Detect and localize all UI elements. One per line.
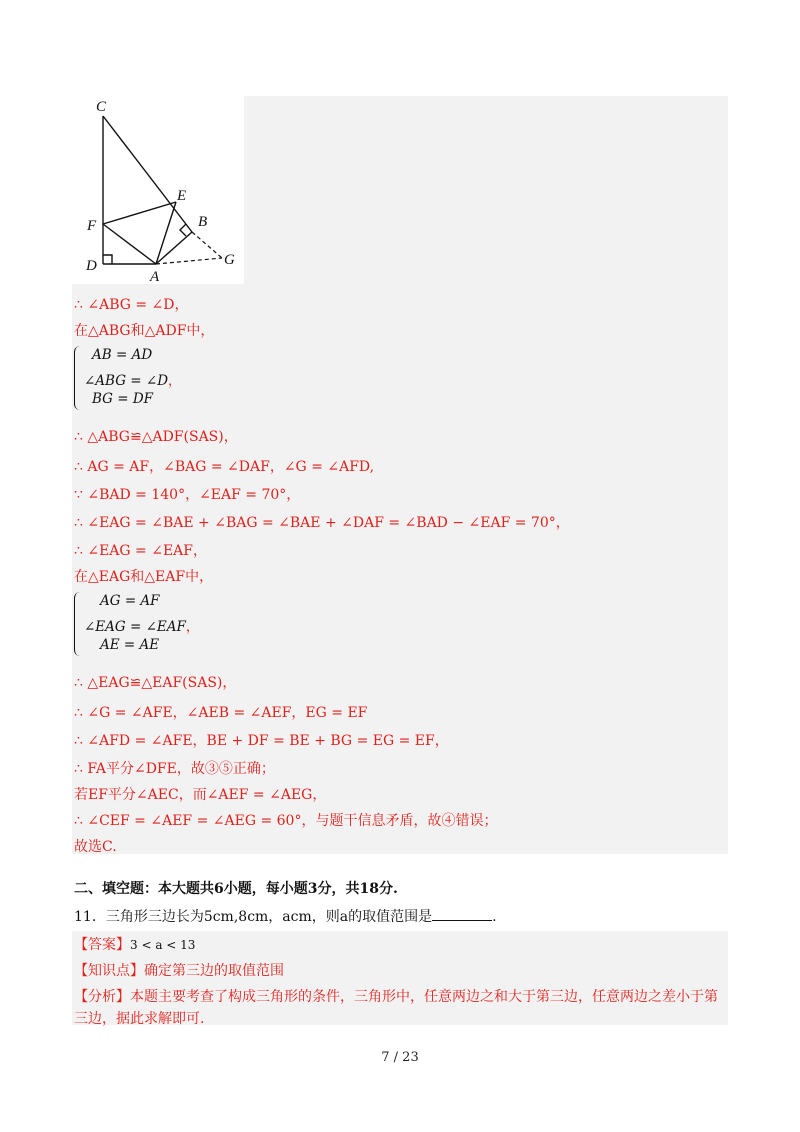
label-e: E — [177, 188, 187, 204]
proof-line: ∴ △ABG≌△ADF(SAS)， — [74, 429, 238, 445]
proof-line: ∴ FA平分∠DFE，故③⑤正确； — [74, 761, 275, 777]
proof-line: ∴ ∠G = ∠AFE，∠AEB = ∠AEF，EG = EF — [74, 705, 368, 721]
proof-line: 在△EAG和△EAF中， — [74, 569, 214, 585]
knowledge-tag: 【知识点】 — [74, 963, 144, 979]
proof-line: ∴ ∠CEF = ∠AEF = ∠AEG = 60°，与题干信息矛盾，故④错误； — [74, 813, 498, 829]
page-number: 7 / 23 — [381, 1050, 419, 1065]
proof-line: ∴ △EAG≌△EAF(SAS)， — [74, 675, 237, 691]
proof-line: ∵ ∠BAD = 140°，∠EAF = 70°， — [74, 487, 301, 503]
system-equation: ∠EAG = ∠EAF， — [84, 619, 200, 635]
system-brace — [74, 592, 83, 656]
proof-line: 若EF平分∠AEC，而∠AEF = ∠AEG， — [74, 787, 327, 803]
right-angle-d — [103, 255, 112, 264]
answer-value: 3 < a < 13 — [130, 938, 196, 952]
segment-cb — [103, 116, 192, 232]
segment-ag-dashed — [156, 258, 222, 264]
segment-fe — [103, 202, 176, 224]
label-c: C — [96, 99, 107, 115]
section-heading: 二、填空题：本大题共6小题，每小题3分，共18分. — [74, 881, 398, 897]
knowledge-line — [74, 960, 284, 980]
question-11: 11．三角形三边长为5cm,8cm，acm，则a的取值范围是 . — [74, 909, 497, 925]
answer-line — [74, 934, 195, 954]
system-equation: AG = AF — [100, 593, 160, 609]
label-g: G — [224, 252, 235, 268]
knowledge-value: 确定第三边的取值范围 — [144, 963, 284, 979]
answer-blank — [432, 908, 492, 921]
system-brace — [74, 346, 83, 410]
system-equation: AE = AE — [100, 637, 160, 653]
geometry-figure — [72, 96, 244, 284]
proof-line: 故选C. — [74, 839, 117, 855]
proof-line: 在△ABG和△ADF中， — [74, 323, 215, 339]
proof-line: ∴ ∠EAG = ∠EAF， — [74, 543, 208, 559]
geometry-diagram — [72, 96, 244, 284]
proof-line: ∴ AG = AF，∠BAG = ∠DAF，∠G = ∠AFD, — [74, 459, 375, 475]
right-angle-b — [180, 224, 186, 236]
label-b: B — [198, 214, 208, 230]
label-a: A — [150, 269, 160, 284]
label-f: F — [87, 218, 97, 234]
answer-tag: 【答案】 — [74, 937, 130, 953]
system-equation: AB = AD — [92, 347, 153, 363]
analysis-line — [74, 986, 718, 1006]
proof-line: ∴ ∠EAG = ∠BAE + ∠BAG = ∠BAE + ∠DAF = ∠BAD − ∠EAF = 70°， — [74, 515, 570, 531]
proof-line: ∴ ∠ABG = ∠D， — [74, 297, 189, 313]
analysis-line-2: 三边，据此求解即可. — [74, 1011, 205, 1027]
segment-fa — [103, 224, 156, 264]
label-d: D — [86, 258, 97, 274]
system-equation: BG = DF — [92, 391, 154, 407]
proof-line: ∴ ∠AFD = ∠AFE，BE + DF = BE + BG = EG = EF， — [74, 733, 449, 749]
system-equation: ∠ABG = ∠D， — [84, 373, 182, 389]
analysis-tag: 【分析】 — [74, 989, 130, 1005]
analysis-text: 本题主要考查了构成三角形的条件，三角形中，任意两边之和大于第三边，任意两边之差小于第 — [130, 989, 718, 1005]
segment-bg-dashed — [192, 232, 222, 258]
